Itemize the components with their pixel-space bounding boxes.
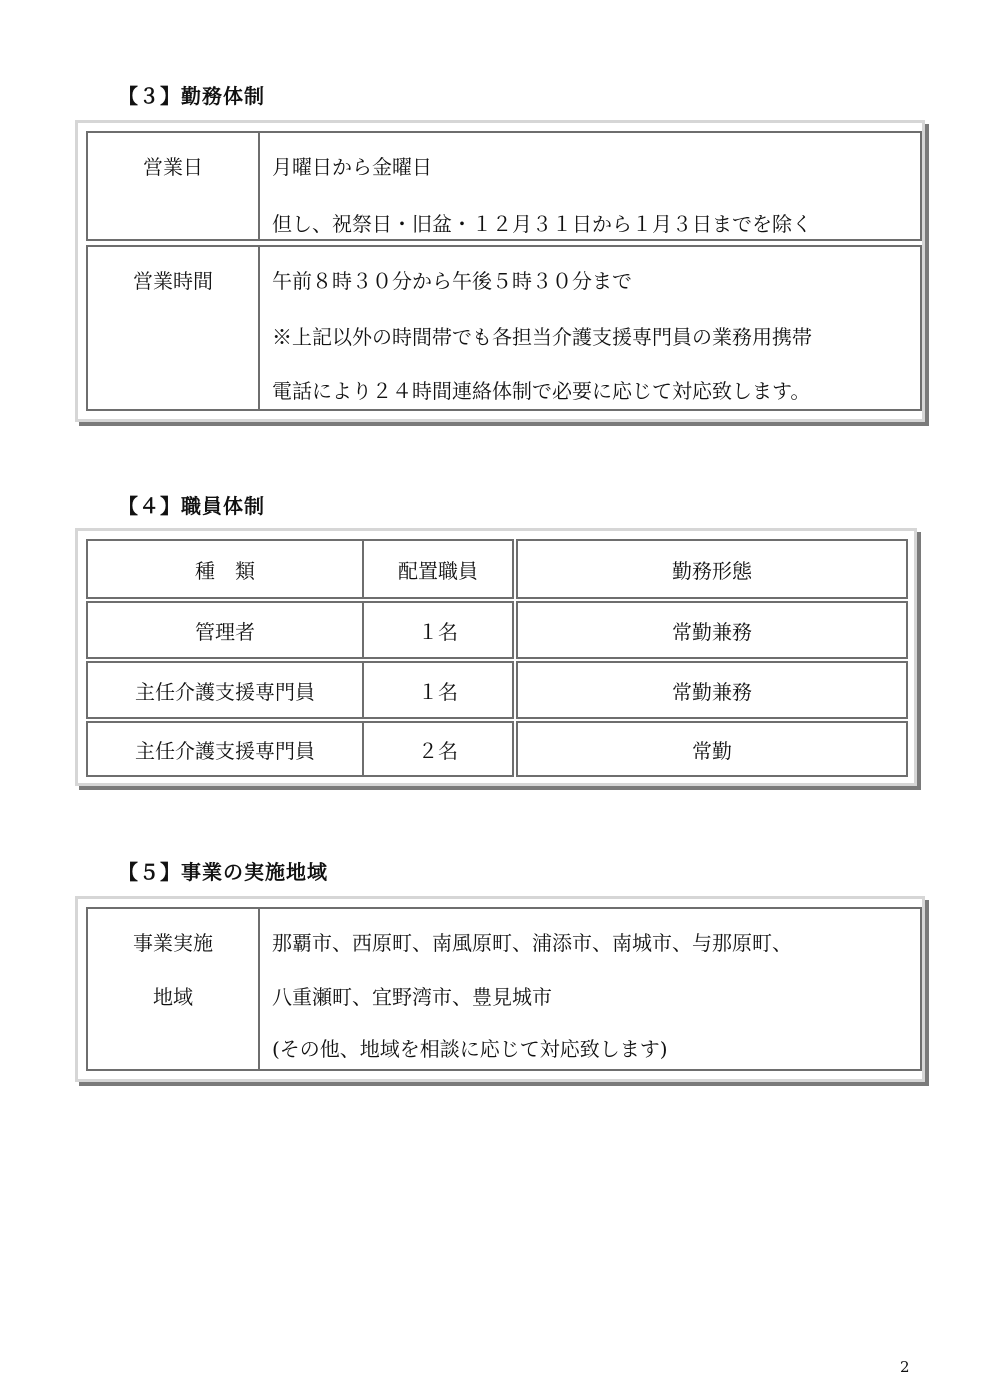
header-employment-type: 勤務形態 bbox=[516, 539, 908, 599]
business-hours-label: 営業時間 bbox=[133, 269, 213, 293]
header-staff-count: 配置職員 bbox=[362, 539, 514, 599]
business-days-label: 営業日 bbox=[143, 155, 203, 179]
service-area-table bbox=[75, 896, 925, 1082]
section-5-title: 【５】事業の実施地域 bbox=[118, 860, 328, 884]
business-hours-value-cell bbox=[258, 245, 922, 411]
staff-row-2-count: １名 bbox=[362, 661, 514, 719]
staff-row-2-type: 主任介護支援専門員 bbox=[86, 661, 364, 719]
business-hours-line-1: 午前８時３０分から午後５時３０分まで bbox=[272, 269, 632, 293]
header-type: 種 類 bbox=[86, 539, 364, 599]
staff-row-3-count: ２名 bbox=[362, 721, 514, 777]
section-3-title: 【３】勤務体制 bbox=[118, 84, 265, 108]
staff-row-3-type: 主任介護支援専門員 bbox=[86, 721, 364, 777]
business-days-value-cell bbox=[258, 131, 922, 241]
service-area-label-cell bbox=[86, 907, 260, 1071]
business-hours-line-3: 電話により２４時間連絡体制で必要に応じて対応致します。 bbox=[272, 379, 811, 403]
staff-row-3-employment: 常勤 bbox=[516, 721, 908, 777]
staff-row-1-type: 管理者 bbox=[86, 601, 364, 659]
staff-row-1-count: １名 bbox=[362, 601, 514, 659]
section-4-title: 【４】職員体制 bbox=[118, 494, 265, 518]
business-days-line-2: 但し、祝祭日・旧盆・１２月３１日から１月３日までを除く bbox=[272, 212, 812, 236]
business-hours-label-cell bbox=[86, 245, 260, 411]
business-hours-line-2: ※上記以外の時間帯でも各担当介護支援専門員の業務用携帯 bbox=[272, 325, 812, 349]
service-area-line-3: (その他、地域を相談に応じて対応致します) bbox=[272, 1037, 668, 1061]
page-number: 2 bbox=[900, 1358, 910, 1376]
business-days-label-cell bbox=[86, 131, 260, 241]
staff-row-2-employment: 常勤兼務 bbox=[516, 661, 908, 719]
service-area-label-line-1: 事業実施 bbox=[133, 931, 213, 955]
staff-row-1-employment: 常勤兼務 bbox=[516, 601, 908, 659]
work-schedule-table bbox=[75, 120, 925, 422]
service-area-line-1: 那覇市、西原町、南風原町、浦添市、南城市、与那原町、 bbox=[272, 931, 792, 955]
service-area-value-cell bbox=[258, 907, 922, 1071]
service-area-line-2: 八重瀬町、宜野湾市、豊見城市 bbox=[272, 985, 552, 1009]
staff-table bbox=[75, 528, 917, 786]
service-area-label-line-2: 地域 bbox=[153, 985, 193, 1009]
business-days-line-1: 月曜日から金曜日 bbox=[272, 155, 432, 179]
